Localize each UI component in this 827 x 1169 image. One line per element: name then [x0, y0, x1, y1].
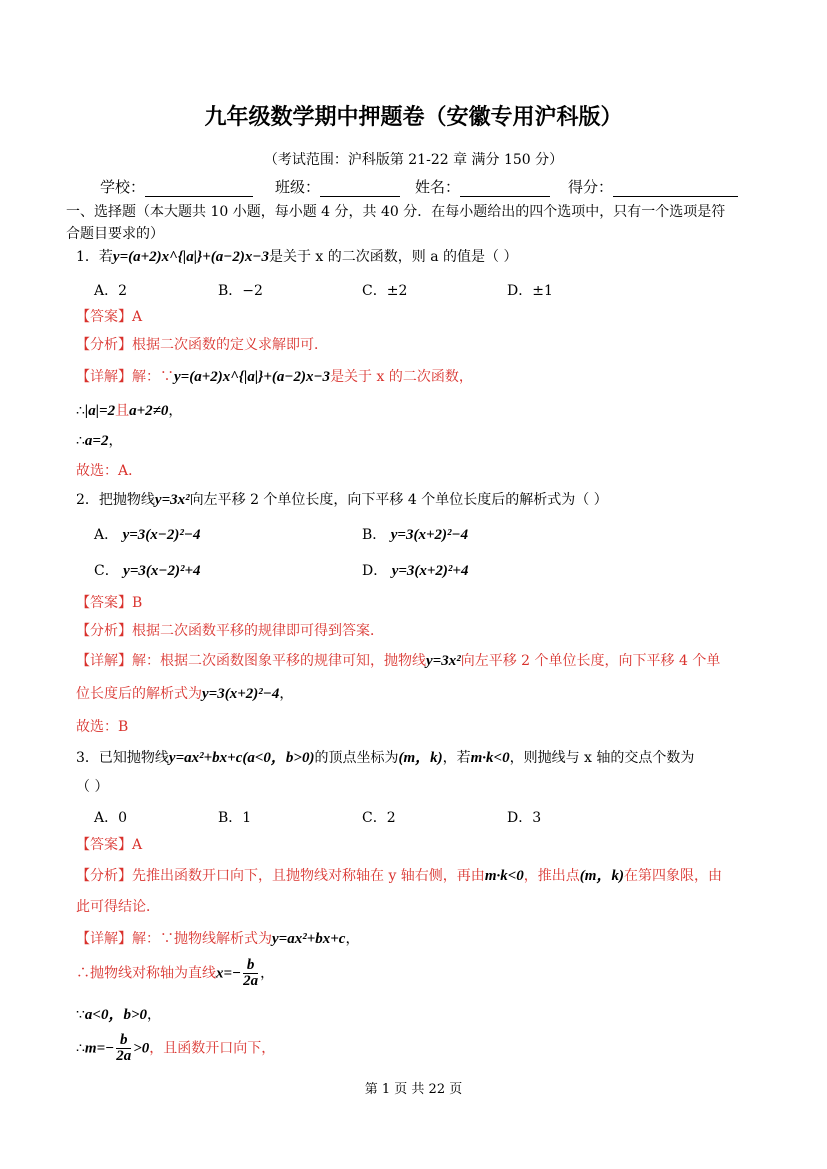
- q2-option-d-label: D．: [362, 563, 388, 579]
- q3-axis-frac-num: b: [243, 958, 258, 974]
- q2-detail: [76, 650, 720, 670]
- class-label: 班级：: [275, 178, 321, 196]
- page-footer: 第 1 页 共 22 页: [364, 1082, 463, 1097]
- q3-option-c: C．2: [362, 810, 396, 826]
- q3-analysis-line2: 此可得结论．: [76, 899, 160, 915]
- q3-m-lhs: m=−: [84, 1040, 115, 1057]
- q2-option-a-label: A．: [94, 527, 119, 543]
- q3-m-frac-den: 2a: [116, 1048, 132, 1064]
- q1-function: y=(a+2)x^{|a|}+(a−2)x−3: [112, 249, 269, 265]
- q2-function: y=3x²: [154, 492, 190, 508]
- class-blank[interactable]: [320, 181, 400, 197]
- q2-detail-text: 解：根据二次函数图象平移的规律可知，抛物线: [132, 653, 426, 669]
- q1-step1-and: 且: [115, 403, 130, 419]
- q2-option-a: [94, 524, 200, 544]
- q1-detail: [76, 366, 473, 386]
- q1-detail-label: 【详解】: [76, 369, 132, 385]
- name-blank[interactable]: [460, 181, 550, 197]
- q1-number: 1．若: [76, 249, 113, 265]
- q3-m-frac-num: b: [116, 1033, 131, 1049]
- q3-detail-end: ，: [345, 931, 360, 947]
- class-field: [275, 176, 400, 197]
- section-heading-line1: 一、选择题（本大题共 10 小题，每小题 4 分，共 40 分．在每小题给出的四个选项中，只有一个选项是符: [66, 204, 726, 220]
- q1-step1-therefore: ∴: [76, 403, 85, 419]
- q3-analysis-cond: m·k<0: [484, 868, 524, 884]
- school-label: 学校：: [100, 178, 146, 196]
- q2-option-b: [362, 524, 468, 544]
- q2-option-b-label: B．: [362, 527, 387, 543]
- section-heading-line2: 合题目要求的）: [66, 226, 164, 242]
- q3-axis-lhs: x=−: [216, 965, 242, 982]
- q3-m-tail: ，且函数开口向下，: [149, 1040, 276, 1057]
- q3-detail: [76, 928, 359, 948]
- q2-stem: [76, 489, 608, 509]
- q3-axis-text: ∴抛物线对称轴为直线: [76, 965, 216, 982]
- q3-condition: m·k<0: [470, 750, 510, 766]
- q3-m-fraction: [116, 1033, 131, 1064]
- q3-cond-end: ，: [147, 1007, 162, 1023]
- q3-cond-because: ∵: [76, 1007, 85, 1023]
- q1-step2-therefore: ∴: [76, 433, 85, 449]
- q2-option-b-expr: y=3(x+2)²−4: [390, 527, 469, 543]
- q1-answer: 【答案】A: [76, 309, 143, 325]
- q2-detail-function: y=3x²: [426, 653, 461, 669]
- q1-step1-cond: a+2≠0: [129, 403, 169, 419]
- q1-step1-end: ，: [168, 403, 183, 419]
- q2-analysis: 【分析】根据二次函数平移的规律即可得到答案．: [76, 623, 384, 639]
- q1-option-c: C．±2: [362, 283, 408, 299]
- q1-choice: 故选：A．: [76, 463, 143, 479]
- q1-step2-end: ，: [108, 433, 123, 449]
- q2-option-d: [362, 560, 468, 580]
- q3-option-d: D．3: [507, 810, 542, 826]
- q1-stem: [76, 246, 517, 266]
- q3-cond: [76, 1003, 161, 1024]
- school-field: [100, 176, 253, 197]
- q1-text: 是关于 x 的二次函数，则 a 的值是（ ）: [268, 249, 518, 265]
- q3-analysis-mid: ，推出点: [523, 868, 580, 884]
- q2-option-c: [94, 560, 201, 580]
- q1-option-d: D．±1: [507, 283, 553, 299]
- q3-stem: [76, 746, 694, 767]
- q1-detail-text: 解：∵: [132, 369, 174, 385]
- q3-detail-label: 【详解】: [76, 931, 132, 947]
- q1-option-a: A．2: [94, 283, 128, 299]
- q3-function: y=ax²+bx+c(a<0，b>0): [168, 750, 315, 766]
- q3-m: [76, 1033, 275, 1064]
- q2-detail-line2-expr: y=3(x+2)²−4: [202, 686, 280, 702]
- q3-analysis: [76, 864, 722, 885]
- q1-option-b: B．−2: [218, 283, 263, 299]
- q3-option-b: B．1: [218, 810, 252, 826]
- q2-detail-label: 【详解】: [76, 653, 132, 669]
- score-field: [568, 176, 738, 197]
- name-label: 姓名：: [415, 178, 461, 196]
- q3-analysis-tail: 在第四象限，由: [623, 868, 722, 884]
- exam-scope: （考试范围：沪科版第 21-22 章 满分 150 分）: [263, 152, 564, 168]
- q3-text3: ，则抛线与 x 轴的交点个数为: [509, 750, 695, 766]
- q3-answer: 【答案】A: [76, 837, 143, 853]
- q3-m-rhs: >0: [133, 1040, 150, 1057]
- q3-cond-expr: a<0，b>0: [84, 1007, 148, 1023]
- name-field: [415, 176, 550, 197]
- q3-option-a: A．0: [94, 810, 128, 826]
- q3-axis: [76, 958, 274, 989]
- q2-number: 2．把抛物线: [76, 492, 155, 508]
- q3-number: 3．已知抛物线: [76, 750, 169, 766]
- q2-text: 向左平移 2 个单位长度，向下平移 4 个单位长度后的解析式为（ ）: [189, 492, 608, 508]
- school-blank[interactable]: [145, 181, 253, 197]
- q3-detail-text: 解：∵抛物线解析式为: [132, 931, 272, 947]
- q3-text2: ，若: [442, 750, 471, 766]
- q1-detail-tail: 是关于 x 的二次函数，: [330, 369, 473, 385]
- q3-vertex: (m，k): [398, 750, 443, 766]
- q3-paren: （ ）: [76, 779, 109, 795]
- q3-axis-frac-den: 2a: [243, 973, 259, 989]
- score-blank[interactable]: [613, 181, 738, 197]
- score-label: 得分：: [568, 178, 614, 196]
- page-title: 九年级数学期中押题卷（安徽专用沪科版）: [204, 105, 623, 130]
- q3-analysis-point: (m，k): [579, 868, 624, 884]
- q3-axis-end: ，: [260, 965, 275, 982]
- q2-answer: 【答案】B: [76, 595, 143, 611]
- q1-step2: [76, 430, 122, 450]
- q2-option-c-label: C．: [94, 563, 119, 579]
- q3-text1: 的顶点坐标为: [314, 750, 399, 766]
- q2-choice: 故选：B: [76, 719, 129, 735]
- q1-step2-value: a=2: [84, 433, 109, 449]
- q3-detail-function: y=ax²+bx+c: [272, 931, 346, 947]
- q2-option-d-expr: y=3(x+2)²+4: [391, 563, 469, 579]
- q1-detail-function: y=(a+2)x^{|a|}+(a−2)x−3: [174, 369, 331, 385]
- q2-detail-line2: [76, 683, 293, 703]
- q2-detail-line2-text: 位长度后的解析式为: [76, 686, 202, 702]
- q3-analysis-pre: 【分析】先推出函数开口向下，且抛物线对称轴在 y 轴右侧，再由: [76, 868, 485, 884]
- q3-axis-fraction: [243, 958, 258, 989]
- q2-option-a-expr: y=3(x−2)²−4: [122, 527, 201, 543]
- q1-analysis: 【分析】根据二次函数的定义求解即可．: [76, 337, 328, 353]
- q2-detail-line2-end: ，: [279, 686, 294, 702]
- q2-detail-tail: 向左平移 2 个单位长度，向下平移 4 个单: [460, 653, 721, 669]
- q1-step1-abs: |a|=2: [84, 403, 116, 419]
- q3-m-therefore: ∴: [76, 1040, 85, 1057]
- q2-option-c-expr: y=3(x−2)²+4: [123, 563, 201, 579]
- q1-step1: [76, 400, 182, 420]
